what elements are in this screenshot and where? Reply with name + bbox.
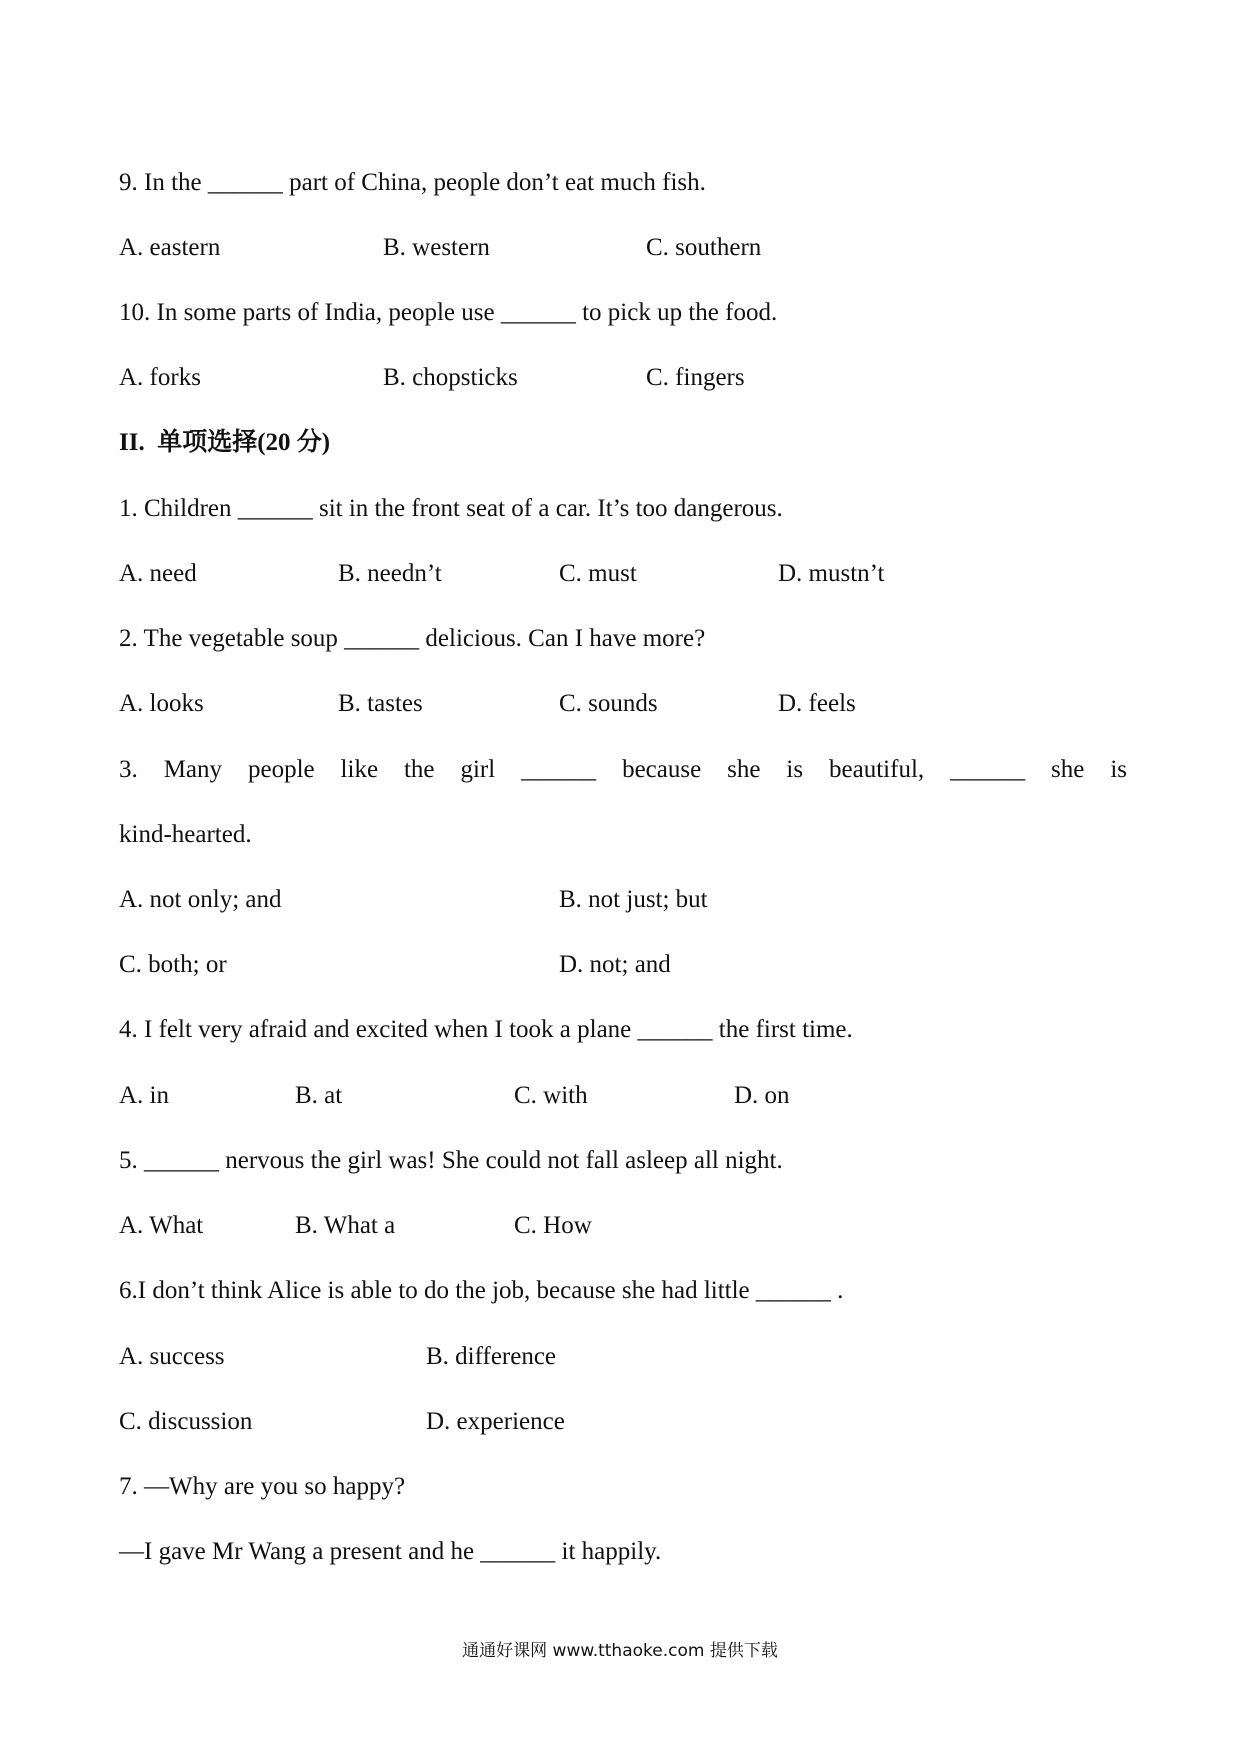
option-c: C. fingers [646, 364, 745, 391]
option-b: B. western [383, 234, 490, 261]
question-5: 5. ______ nervous the girl was! She could not fall asleep all night. [119, 1147, 783, 1174]
option-c: C. both; or [119, 951, 227, 978]
option-a: A. need [119, 560, 197, 587]
question-6: 6.I don’t think Alice is able to do the job, because she had little ______ . [119, 1277, 844, 1304]
option-b: B. chopsticks [383, 364, 518, 391]
option-a: A. looks [119, 690, 204, 717]
option-d: D. mustn’t [778, 560, 885, 587]
option-b: B. needn’t [338, 560, 442, 587]
question-3-continued: kind-hearted. [119, 821, 252, 848]
footer-watermark: 通通好课网 www.tthaoke.com 提供下载 [462, 1641, 778, 1661]
option-d: D. experience [426, 1408, 565, 1435]
option-c: C. discussion [119, 1408, 253, 1435]
option-a: A. forks [119, 364, 201, 391]
option-a: A. not only; and [119, 886, 282, 913]
option-b: B. at [295, 1082, 343, 1109]
option-d: D. on [734, 1082, 790, 1109]
option-a: A. in [119, 1082, 169, 1109]
option-c: C. with [514, 1082, 588, 1109]
option-b: B. What a [295, 1212, 396, 1239]
option-b: B. difference [426, 1343, 557, 1370]
option-a: A. eastern [119, 234, 221, 261]
question-4: 4. I felt very afraid and excited when I took a plane ______ the first time. [119, 1016, 853, 1043]
question-9: 9. In the ______ part of China, people don’t eat much fish. [119, 169, 706, 196]
question-7-reply: —I gave Mr Wang a present and he ______ it happily. [119, 1538, 662, 1565]
option-d: D. feels [778, 690, 856, 717]
option-c: C. must [559, 560, 637, 587]
option-c: C. southern [646, 234, 762, 261]
question-2: 2. The vegetable soup ______ delicious. Can I have more? [119, 625, 706, 652]
option-b: B. tastes [338, 690, 423, 717]
option-a: A. What [119, 1212, 204, 1239]
option-b: B. not just; but [559, 886, 708, 913]
section-title: II. 单项选择(20 分) [119, 429, 331, 456]
question-3: 3. Many people like the girl ______ because she is beautiful, ______ she is [119, 756, 1127, 783]
option-d: D. not; and [559, 951, 671, 978]
question-1: 1. Children ______ sit in the front seat of a car. It’s too dangerous. [119, 495, 783, 522]
question-7: 7. —Why are you so happy? [119, 1473, 406, 1500]
option-a: A. success [119, 1343, 225, 1370]
question-10: 10. In some parts of India, people use ______ to pick up the food. [119, 299, 778, 326]
option-c: C. sounds [559, 690, 658, 717]
option-c: C. How [514, 1212, 592, 1239]
